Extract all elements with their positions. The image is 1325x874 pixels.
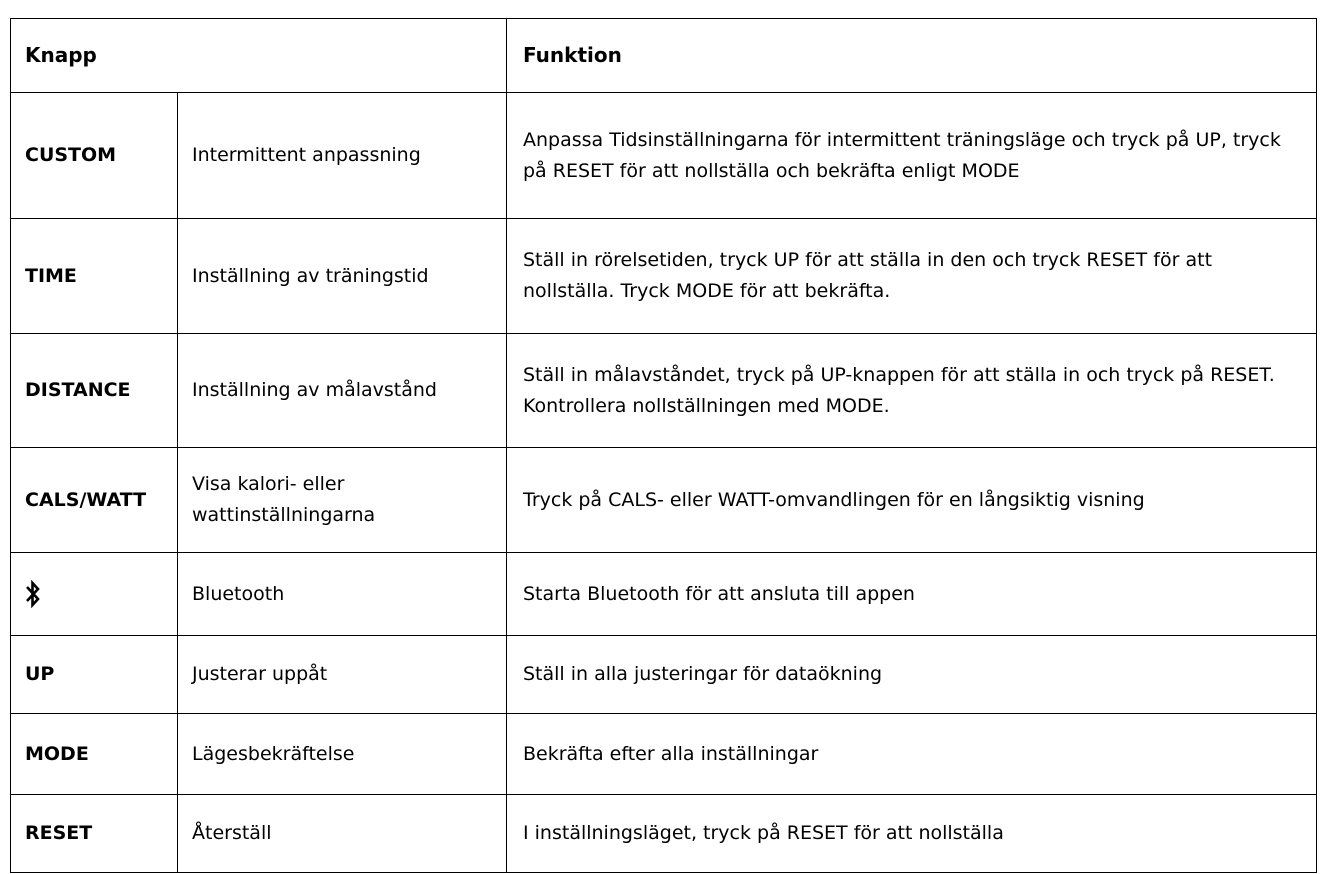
table-row [11,448,1317,553]
row-name: Visa kalori- eller wattinställningarna [178,448,507,553]
row-name: Återställ [178,795,507,873]
row-key: TIME [11,219,178,334]
row-name: Intermittent anpassning [178,93,507,219]
row-name: Bluetooth [178,553,507,636]
button-function-table [10,18,1317,873]
row-name: Lägesbekräftelse [178,714,507,795]
bluetooth-icon [25,580,41,608]
row-function: Anpassa Tidsinställningarna för intermittent träningsläge och tryck på UP, tryck på RESET för att nollställa och bekräfta enligt MODE [507,93,1317,219]
table-row [11,553,1317,636]
row-key [11,553,178,636]
header-function: Funktion [507,19,1317,93]
row-key: RESET [11,795,178,873]
row-function: Bekräfta efter alla inställningar [507,714,1317,795]
row-key: CALS/WATT [11,448,178,553]
header-button: Knapp [11,19,507,93]
table-row [11,714,1317,795]
row-key: DISTANCE [11,334,178,448]
row-function: Starta Bluetooth för att ansluta till appen [507,553,1317,636]
row-name: Inställning av målavstånd [178,334,507,448]
table-header-row [11,19,1317,93]
row-key: MODE [11,714,178,795]
row-function: Tryck på CALS- eller WATT-omvandlingen för en långsiktig visning [507,448,1317,553]
row-key: CUSTOM [11,93,178,219]
row-key: UP [11,636,178,714]
row-name: Justerar uppåt [178,636,507,714]
row-function: I inställningsläget, tryck på RESET för att nollställa [507,795,1317,873]
table-row [11,795,1317,873]
table-row [11,219,1317,334]
table-row [11,636,1317,714]
row-function: Ställ in målavståndet, tryck på UP-knappen för att ställa in och tryck på RESET. Kontrollera nollställningen med MODE. [507,334,1317,448]
table-row [11,93,1317,219]
row-name: Inställning av träningstid [178,219,507,334]
table-row [11,334,1317,448]
row-function: Ställ in rörelsetiden, tryck UP för att ställa in den och tryck RESET för att nollställa. Tryck MODE för att bekräfta. [507,219,1317,334]
row-function: Ställ in alla justeringar för dataökning [507,636,1317,714]
